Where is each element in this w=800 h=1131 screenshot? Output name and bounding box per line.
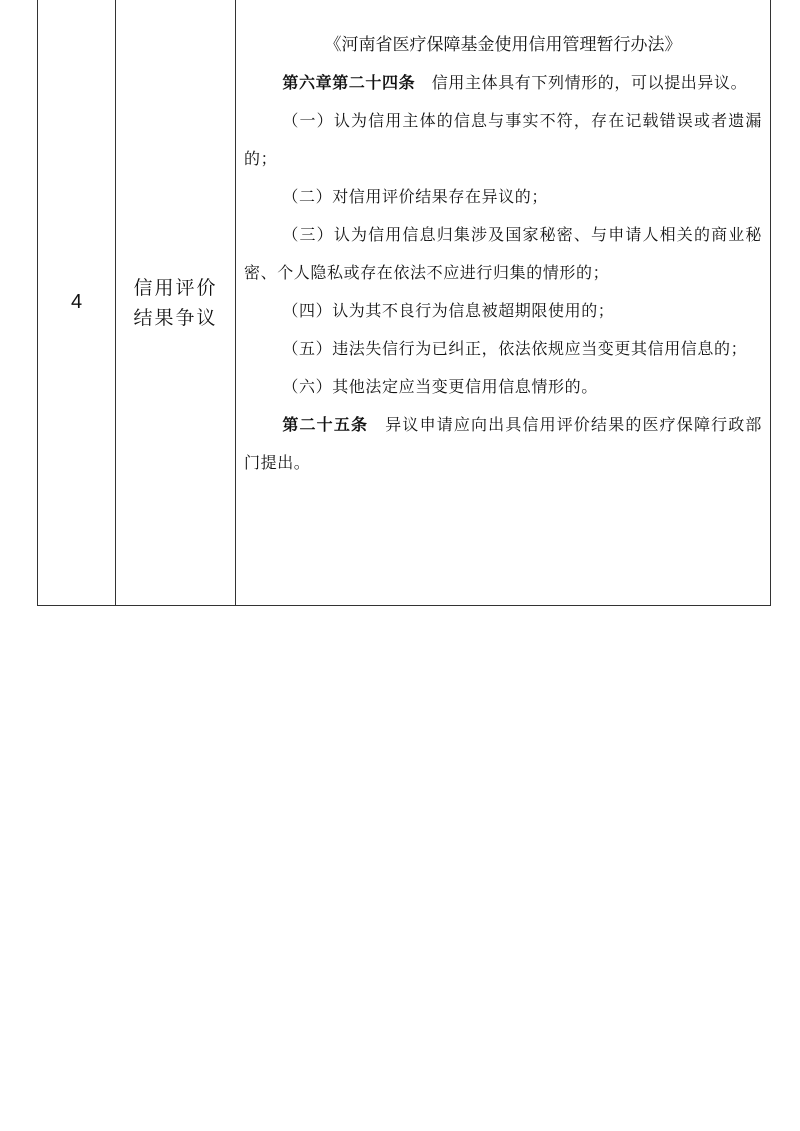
paragraph-text: （四）认为其不良行为信息被超期限使用的； bbox=[282, 301, 615, 320]
paragraph bbox=[244, 178, 762, 216]
paragraph bbox=[244, 216, 762, 292]
paragraph-text: （二）对信用评价结果存在异议的； bbox=[282, 187, 548, 206]
paragraph bbox=[244, 406, 762, 482]
paragraph-text: （五）违法失信行为已纠正，依法依规应当变更其信用信息的； bbox=[282, 339, 748, 358]
row-number-cell bbox=[38, 0, 116, 605]
paragraph-text: 信用主体具有下列情形的，可以提出异议。 bbox=[415, 73, 748, 92]
paragraph bbox=[244, 64, 762, 102]
paragraph-text: （一）认为信用主体的信息与事实不符，存在记载错误或者遗漏的； bbox=[244, 111, 762, 168]
paragraph bbox=[244, 330, 762, 368]
article-heading: 第六章第二十四条 bbox=[282, 73, 416, 92]
paragraph bbox=[244, 292, 762, 330]
article-heading: 第二十五条 bbox=[282, 415, 369, 434]
item-name: 信用评价结果争议 bbox=[133, 276, 218, 329]
regulation-table bbox=[37, 0, 771, 606]
paragraph-text: 异议申请应向出具信用评价结果的医疗保障行政部门提出。 bbox=[244, 415, 762, 472]
paragraph bbox=[244, 102, 762, 178]
row-number: 4 bbox=[70, 291, 83, 313]
paragraph-text: （六）其他法定应当变更信用信息情形的。 bbox=[282, 377, 598, 396]
regulation-title: 《河南省医疗保障基金使用信用管理暂行办法》 bbox=[324, 35, 682, 55]
content-cell bbox=[236, 0, 770, 605]
item-name-cell bbox=[116, 0, 236, 605]
paragraph bbox=[244, 368, 762, 406]
paragraph-text: （三）认为信用信息归集涉及国家秘密、与申请人相关的商业秘密、个人隐私或存在依法不应进行归集的情形的； bbox=[244, 225, 762, 282]
